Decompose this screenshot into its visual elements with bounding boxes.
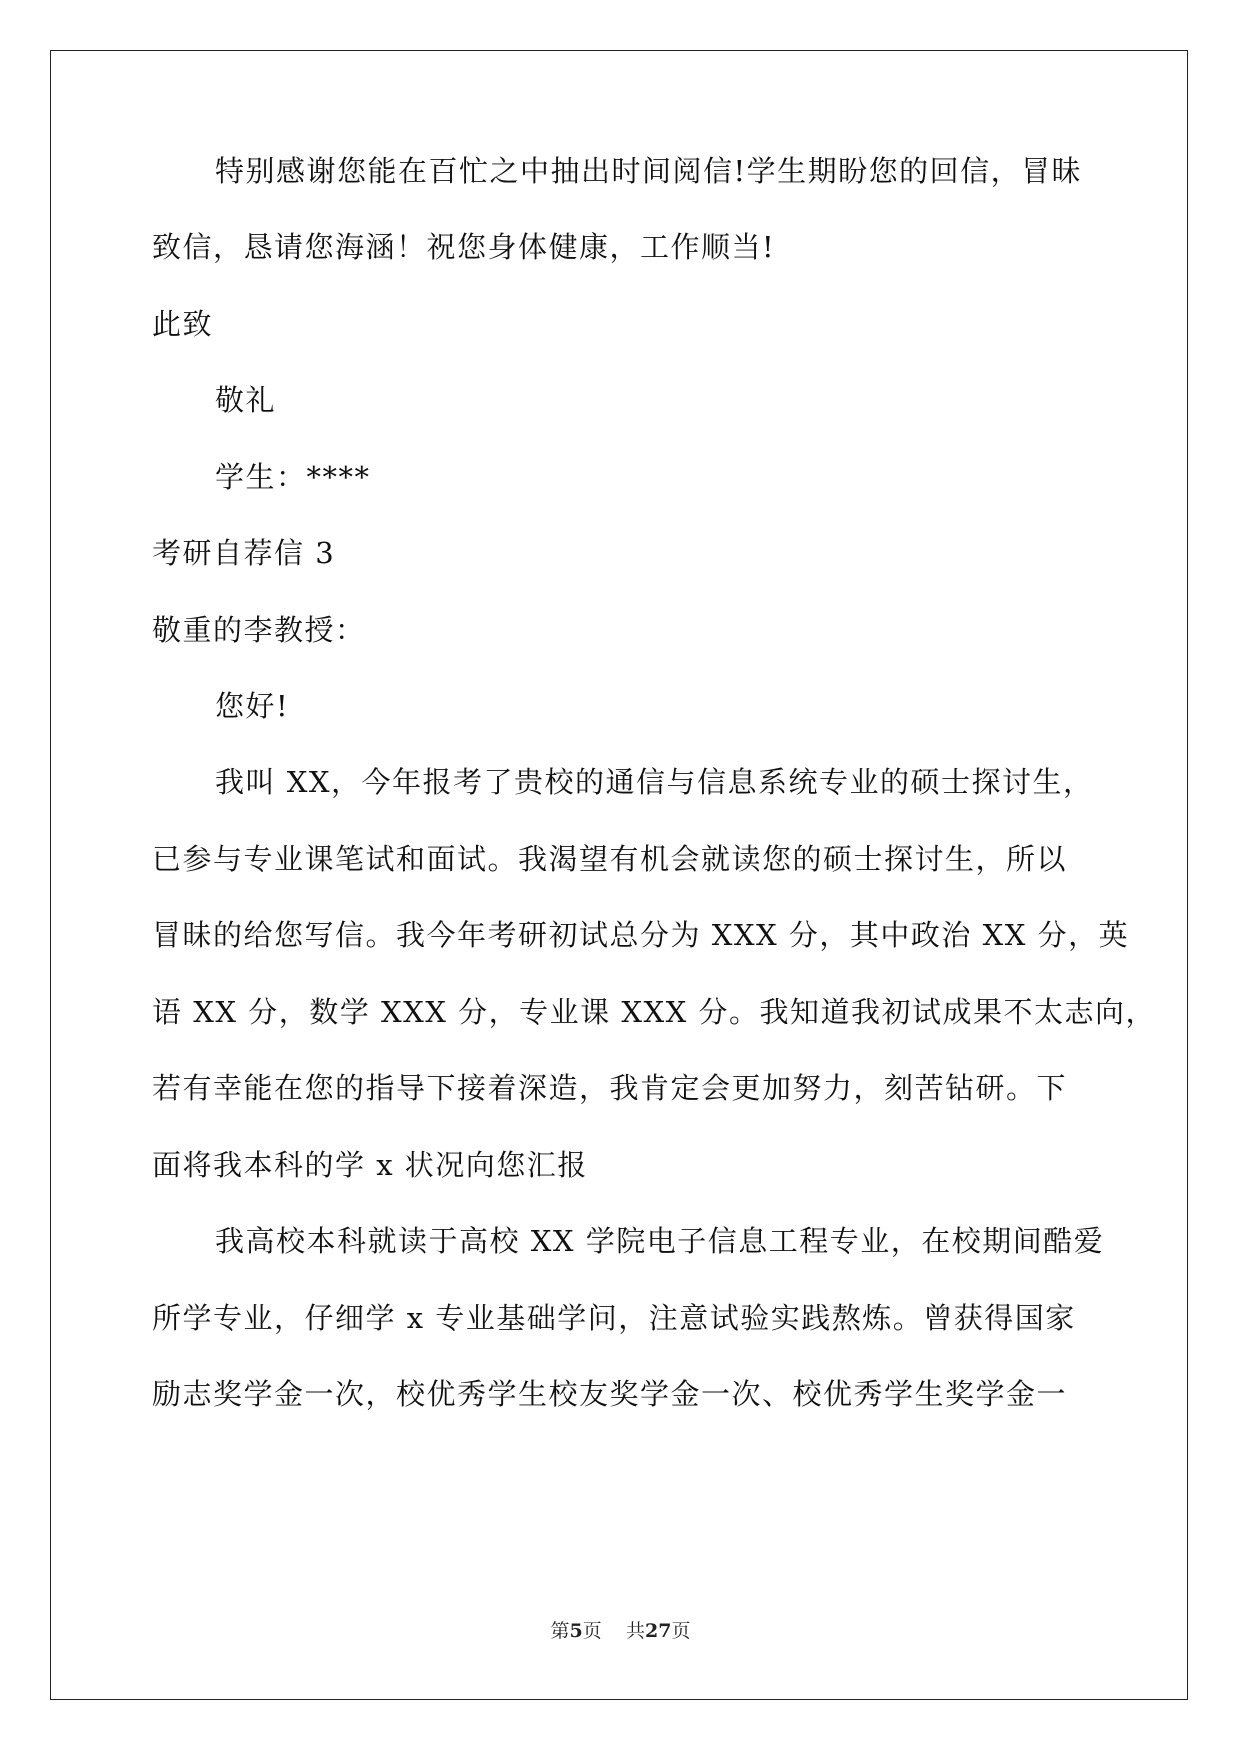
total-suffix: 页 (671, 1620, 691, 1642)
paragraph-line: 我高校本科就读于高校 XX 学院电子信息工程专业，在校期间酷爱 (215, 1224, 1105, 1258)
page-prefix: 第 (550, 1620, 570, 1642)
page-footer (0, 1619, 1241, 1643)
paragraph-line: 励志奖学金一次，校优秀学生校友奖学金一次、校优秀学生奖学金一 (152, 1377, 1068, 1411)
thanks-line-2: 致信，恳请您海涵！祝您身体健康，工作顺当! (152, 230, 776, 264)
page-number: 5 (569, 1620, 583, 1642)
paragraph-line: 我叫 XX，今年报考了贵校的通信与信息系统专业的硕士探讨生， (215, 765, 1094, 799)
total-prefix: 共 (625, 1620, 645, 1642)
letter-title: 考研自荐信 3 (152, 536, 336, 570)
paragraph-line: 若有幸能在您的指导下接着深造，我肯定会更加努力，刻苦钻研。下 (152, 1071, 1068, 1105)
paragraph-line: 语 XX 分，数学 XXX 分，专业课 XXX 分。我知道我初试成果不太志向， (152, 995, 1156, 1029)
paragraph-line: 所学专业，仔细学 x 专业基础学问，注意试验实践熬炼。曾获得国家 (152, 1301, 1076, 1335)
total-pages: 27 (644, 1620, 672, 1642)
closing-jing-li: 敬礼 (215, 383, 277, 417)
thanks-line-1: 特别感谢您能在百忙之中抽出时间阅信!学生期盼您的回信，冒昧 (215, 154, 1083, 188)
paragraph-line: 面将我本科的学 x 状况向您汇报 (152, 1148, 588, 1182)
salutation: 敬重的李教授： (152, 613, 366, 647)
greeting: 您好! (215, 689, 290, 723)
paragraph-line: 冒昧的给您写信。我今年考研初试总分为 XXX 分，其中政治 XX 分，英 (152, 918, 1130, 952)
signature: 学生：**** (215, 460, 371, 494)
page-suffix: 页 (582, 1620, 602, 1642)
paragraph-line: 已参与专业课笔试和面试。我渴望有机会就读您的硕士探讨生，所以 (152, 842, 1068, 876)
closing-ci-zhi: 此致 (152, 307, 214, 341)
